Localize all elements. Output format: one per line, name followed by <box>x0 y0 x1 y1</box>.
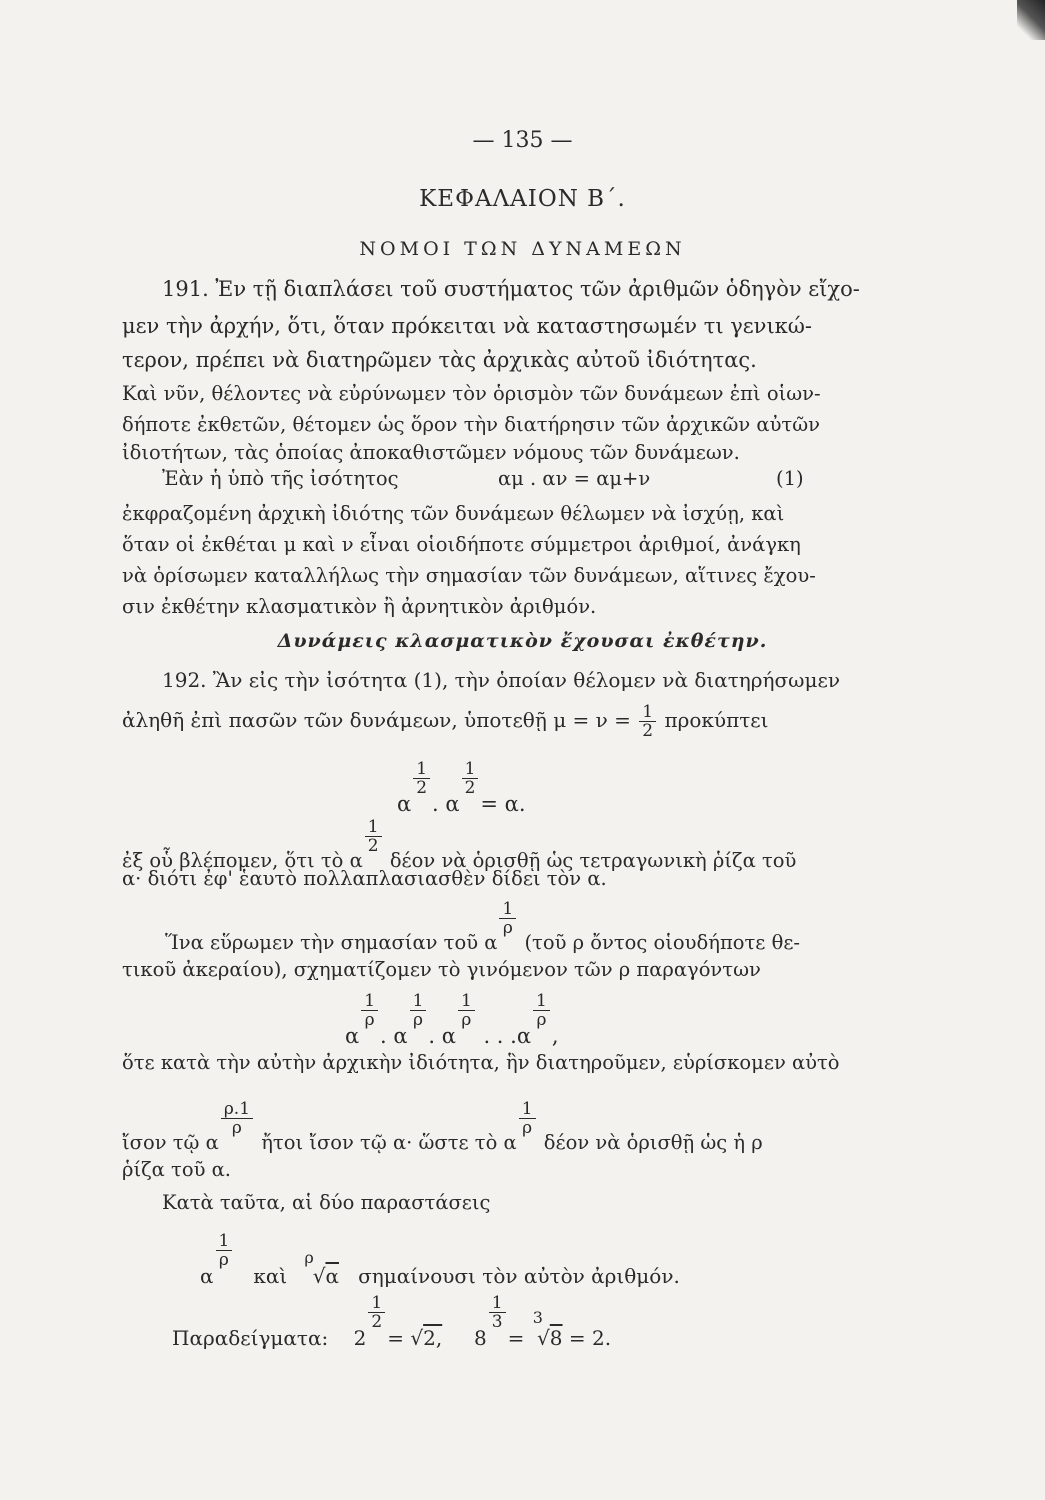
para191-line: Καὶ νῦν, θέλοντες νὰ εὐρύνωμεν τὸν ὁρισμὸν τῶν δυνάμεων ἐπὶ οἱων- <box>122 382 821 405</box>
equation-product: α $\frac{1}{\rho}$ . α $\frac{1}{\rho}$ . α $\frac{1}{\rho}$ . . .α $\frac{1}{\rho}$ , <box>345 991 559 1048</box>
para-ean-text: Ἐὰν ἡ ὑπὸ τῆς ἰσότητος <box>162 467 399 490</box>
fraction: $\frac{1}{2}$ <box>639 703 656 740</box>
para191-line: μεν τὴν ἀρχήν, ὅτι, ὅταν πρόκειται νὰ καταστησωμέν τι γενικώ- <box>122 314 813 338</box>
para-ean-line: σιν ἐκθέτην κλασματικὸν ἢ ἀρνητικὸν ἀριθμόν. <box>122 595 597 618</box>
equation-half-powers: α $\frac{1}{2}$ . α $\frac{1}{2}$ = α. <box>397 759 526 816</box>
para192-post: προκύπτει <box>664 708 769 732</box>
line-ex-ou: ἐξ οὗ βλέπομεν, ὅτι τὸ α $\frac{1}{2}$ δέον νὰ ὁρισθῇ ὡς τετραγωνικὴ ῥίζα τοῦ <box>122 817 797 872</box>
line-ote: ὅτε κατὰ τὴν αὐτὴν ἀρχικὴν ἰδιότητα, ἣν διατηροῦμεν, εὑρίσκομεν αὐτὸ <box>122 1051 840 1074</box>
para-ean-line: ὅταν οἱ ἐκθέται μ καὶ ν εἶναι οἱοιδήποτε σύμμετροι ἀριθμοί, ἀνάγκη <box>122 533 801 556</box>
para192-pre: ἀληθῆ ἐπὶ πασῶν τῶν δυνάμεων, ὑποτεθῇ μ = ν = <box>122 708 631 732</box>
section-heading: Δυνάμεις κλασματικὸν ἔχουσαι ἐκθέτην. <box>277 630 768 652</box>
formula-1: αμ . αν = αμ+ν <box>498 467 651 490</box>
para191-line: ἰδιοτήτων, τὰς ὁποίας ἀποκαθιστῶμεν νόμους τῶν δυνάμεων. <box>122 441 740 464</box>
para-ean-line: νὰ ὁρίσωμεν καταλλήλως τὴν σημασίαν τῶν δυνάμεων, αἵτινες ἔχου- <box>122 564 816 587</box>
examples-line: Παραδείγματα: 2 $\frac{1}{2}$ = √2, 8 $\frac{1}{3}$ = 3 √8 = 2. <box>172 1293 612 1350</box>
para191-line: τερον, πρέπει νὰ διατηρῶμεν τὰς ἀρχικὰς αὐτοῦ ἰδιότητας. <box>122 348 757 372</box>
formula-label: (1) <box>776 467 804 490</box>
line-dioti: α· διότι ἐφ' ἑαυτὸ πολλαπλασιασθὲν δίδει τὸν α. <box>122 867 607 890</box>
page-edge-shadow <box>1017 0 1045 40</box>
line-ison: ἴσον τῷ α $\frac{\rho.1}{\rho}$ ἤτοι ἴσον τῷ α· ὥστε τὸ α $\frac{1}{\rho}$ δέον νὰ ὁρισθῇ ὡς ἡ ρ <box>122 1099 763 1154</box>
line-representations: α $\frac{1}{\rho}$ καὶ ρ √α σημαίνουσι τὸν αὐτὸν ἀριθμόν. <box>200 1231 680 1288</box>
chapter-subtitle: ΝΟΜΟΙ ΤΩΝ ΔΥΝΑΜΕΩΝ <box>359 238 686 260</box>
line-tikou: τικοῦ ἀκεραίου), σχηματίζομεν τὸ γινόμενον τῶν ρ παραγόντων <box>122 958 761 981</box>
para192-line2 <box>122 700 769 740</box>
page-number: — 135 — <box>472 128 573 153</box>
examples-label: Παραδείγματα: <box>172 1326 329 1350</box>
chapter-title: ΚΕΦΑΛΑΙΟΝ Β΄. <box>419 186 626 212</box>
line-kata: Κατὰ ταῦτα, αἱ δύο παραστάσεις <box>162 1191 491 1214</box>
para192-line: 192. Ἂν εἰς τὴν ἰσότητα (1), τὴν ὁποίαν θέλομεν νὰ διατηρήσωμεν <box>162 668 840 692</box>
line-riza: ῥίζα τοῦ α. <box>122 1158 231 1181</box>
para-ean-line: ἐκφραζομένη ἀρχικὴ ἰδιότης τῶν δυνάμεων θέλωμεν νὰ ἰσχύῃ, καὶ <box>122 502 785 525</box>
line-ina: Ἵνα εὕρωμεν τὴν σημασίαν τοῦ α $\frac{1}{\rho}$ (τοῦ ρ ὄντος οἱουδήποτε θε- <box>165 899 801 954</box>
para191-line: 191. Ἐν τῇ διαπλάσει τοῦ συστήματος τῶν ἀριθμῶν ὁδηγὸν εἴχο- <box>162 277 860 301</box>
para191-line: δήποτε ἐκθετῶν, θέτομεν ὡς ὅρον τὴν διατήρησιν τῶν ἀρχικῶν αὐτῶν <box>122 413 820 436</box>
